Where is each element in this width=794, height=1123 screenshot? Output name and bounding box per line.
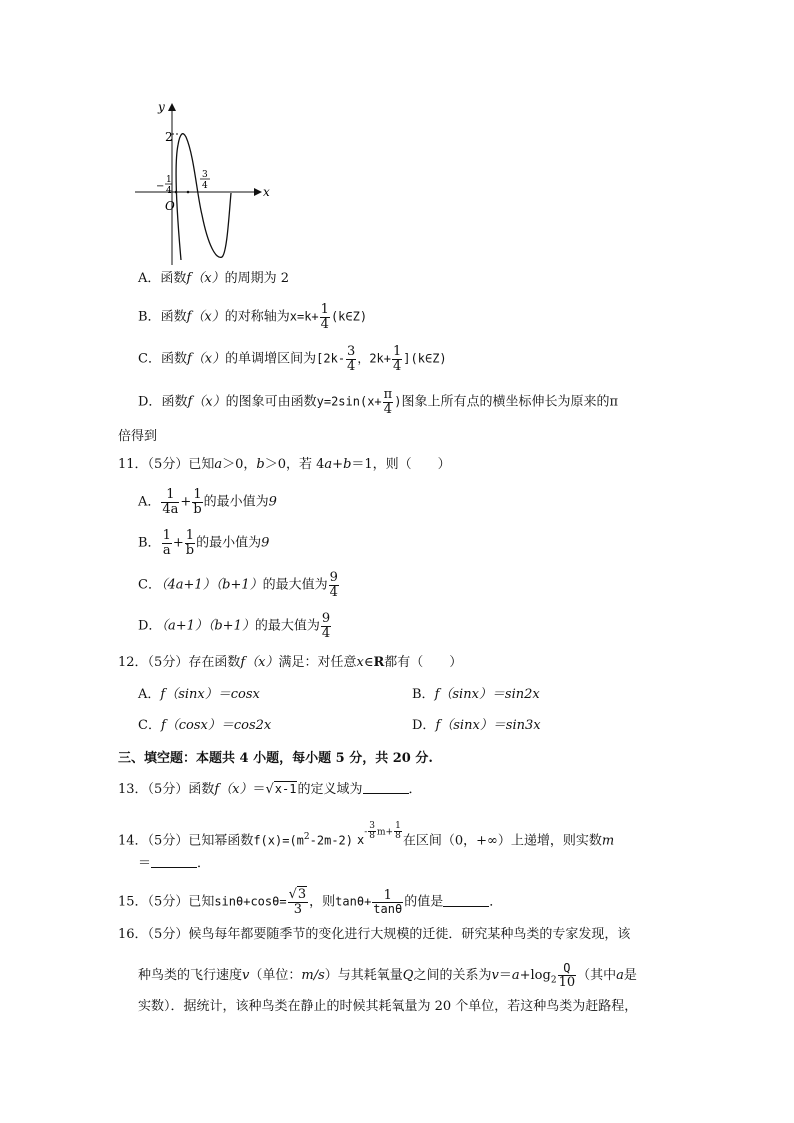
fraction-num: 1 [320, 302, 329, 317]
var-Q: Q [402, 968, 414, 984]
peak-label: 2 [165, 130, 173, 144]
function-name: f（x） [186, 309, 225, 325]
fraction [394, 822, 402, 842]
stem-text: 满足：对任意 [278, 655, 357, 670]
option-text: 函数 [161, 394, 188, 410]
x-axis-arrow-icon [254, 188, 262, 196]
left-tick-sign: − [156, 181, 165, 192]
plus-sign: + [180, 494, 192, 510]
fraction [185, 529, 195, 557]
var-x: x [356, 655, 364, 670]
function-name: f（x） [214, 782, 253, 797]
fraction-num: Q [558, 962, 577, 976]
fraction [288, 888, 309, 916]
fraction [383, 388, 394, 416]
fraction [329, 571, 339, 599]
var-b: b [343, 457, 352, 472]
answer-blank[interactable] [443, 894, 489, 907]
fraction-den: 8 [369, 831, 376, 842]
formula: y=2sin(x+ [316, 394, 382, 409]
section-3-title: 三、填空题：本题共 4 小题，每小题 5 分，共 20 分. [118, 751, 433, 766]
plus-sign: + [172, 535, 184, 551]
fraction-num: π [383, 387, 393, 402]
right-tick-den: 4 [202, 181, 208, 191]
formula: ) [394, 394, 402, 409]
option-text: 函数 [160, 309, 187, 325]
option-text: f（sinx）＝sin3x [435, 718, 541, 733]
log-base: 2 [550, 975, 557, 986]
stem-text: 15．（5分）已知 [118, 894, 215, 910]
stem-text: （其中 [577, 968, 617, 984]
option-letter: A． [138, 494, 161, 510]
fraction-den: tanθ [373, 902, 403, 917]
formula: tanθ+ [335, 894, 372, 909]
option-text: 函数 [160, 271, 187, 286]
stem-text: ＞0， [222, 457, 257, 472]
formula: f(x)=(m [253, 833, 304, 848]
radicand: x-1 [274, 782, 297, 796]
q10-option-c[interactable] [138, 345, 447, 373]
function-name: f（x） [186, 271, 225, 286]
option-text: f（cosx）＝cos2x [160, 718, 272, 733]
fraction-num: 1 [395, 821, 401, 831]
formula: ](k∈Z) [403, 351, 447, 366]
answer-blank[interactable] [363, 781, 409, 794]
option-text: 的对称轴为 [224, 309, 290, 325]
stem-text: （单位： [249, 968, 302, 984]
q11-option-a[interactable] [138, 488, 277, 516]
left-tick-num: 1 [166, 175, 172, 185]
fraction-den: 10 [558, 974, 576, 990]
fraction-den: 4 [383, 401, 393, 417]
stem-text: 种鸟类的飞行速度 [138, 968, 243, 984]
answer-blank[interactable] [151, 855, 197, 868]
axis-x-label: x [263, 185, 270, 199]
formula: -2m-2) [309, 833, 353, 848]
option-text: 的最大值为 [262, 577, 328, 593]
fraction-den: 3 [293, 901, 302, 917]
origin-label: O [165, 199, 175, 213]
fraction-num: 1 [372, 889, 403, 904]
fraction-num: 1 [393, 344, 402, 359]
option-text: 的周期为 2 [224, 271, 289, 286]
fraction-den: b [185, 542, 195, 558]
fraction-num: 1 [162, 528, 171, 543]
q16-line1: 16．（5分）候鸟每年都要随季节的变化进行大规模的迁徙．研究某种鸟类的专家发现，该 [118, 927, 631, 942]
option-text: 函数 [160, 351, 187, 367]
function-name: f（x） [187, 394, 226, 410]
fraction-num: 9 [329, 570, 338, 585]
formula: (k∈Z) [330, 309, 368, 324]
fraction [192, 488, 202, 516]
fraction-den: 4 [320, 316, 329, 332]
fraction [346, 345, 356, 373]
option-text: 图象上所有点的横坐标伸长为原来的 [401, 394, 610, 410]
q12-option-c[interactable] [138, 719, 271, 732]
fraction [161, 488, 179, 516]
stem-text: ＝ [252, 782, 266, 797]
pi-symbol: π [609, 394, 618, 410]
set-R: R [373, 655, 385, 670]
var-m: m [601, 833, 615, 849]
superscript: 2 [303, 832, 310, 843]
formula: +log [519, 968, 551, 984]
fraction-den: 8 [395, 831, 401, 842]
y-axis-arrow-icon [168, 103, 176, 111]
exp-text: m+ [377, 827, 394, 838]
q11-stem [118, 458, 451, 471]
stem-text: ＞0，若 4 [264, 457, 325, 472]
var-a: a [616, 968, 624, 984]
fraction-den: 4 [347, 358, 356, 374]
option-letter: B． [412, 687, 435, 702]
stem-text: 都有（ ） [384, 655, 463, 670]
q12-stem [118, 656, 462, 669]
fraction-num: 1 [185, 528, 195, 543]
formula: x=k+ [289, 309, 319, 324]
stem-text: 的定义域为 [297, 782, 363, 797]
fraction [392, 345, 402, 373]
unit: m/s [301, 968, 325, 984]
stem-text: 11．（5分）已知 [118, 457, 215, 472]
q10-option-d-continued: 倍得到 [118, 429, 158, 444]
fraction [320, 303, 330, 331]
option-letter: A． [138, 687, 161, 702]
fraction-den: a [162, 542, 171, 558]
option-text: 的最小值为 [203, 494, 269, 510]
fraction-den: 4 [321, 625, 331, 641]
var-a: a [214, 457, 223, 472]
stem-text: ）与其耗氧量 [324, 968, 403, 984]
q12-option-d[interactable] [412, 719, 541, 732]
fraction-num: 1 [161, 488, 179, 503]
option-letter: D． [138, 394, 162, 410]
var-b: b [256, 457, 265, 472]
option-text: 的最大值为 [254, 618, 320, 634]
fraction-den: 4 [329, 584, 338, 600]
fraction-den: 4 [393, 358, 402, 374]
stem-text: ，则 [309, 894, 336, 910]
option-letter: A． [138, 271, 161, 286]
stem-text: ＝ [138, 856, 152, 871]
fraction [368, 822, 376, 842]
sqrt-icon: √ [265, 782, 274, 797]
function-graph [130, 95, 280, 265]
right-tick-num: 3 [202, 170, 208, 180]
option-text: f（sinx）＝cosx [160, 687, 260, 702]
fraction-num: 3 [369, 821, 376, 831]
q16-line2 [138, 962, 637, 989]
function-name: f（x） [186, 351, 226, 367]
option-value: 9 [261, 535, 270, 551]
fraction-num: 3 [347, 344, 356, 359]
q14-line2 [138, 855, 210, 870]
stem-text: 是 [623, 968, 637, 984]
stem-text: 12．（5分）存在函数 [118, 655, 241, 670]
option-value: 9 [268, 494, 277, 510]
q10-option-d[interactable] [138, 388, 618, 416]
stem-text: 之间的关系为 [413, 968, 492, 984]
option-text: 的单调增区间为 [225, 351, 317, 367]
radicand: 3 [297, 887, 307, 902]
formula: x [357, 833, 365, 848]
left-tick-den: 4 [166, 186, 172, 196]
option-text: 的最小值为 [196, 535, 262, 551]
stem-text: ． [489, 894, 503, 910]
exp-minus: - [364, 827, 368, 838]
q12-option-a[interactable] [138, 688, 260, 701]
formula: （a+1）（b+1） [161, 618, 255, 634]
option-letter: D． [138, 618, 162, 634]
formula: ，2k+ [357, 351, 392, 366]
var-v: v [491, 968, 499, 984]
stem-text: 在区间（0，+∞）上递增，则实数 [402, 833, 602, 849]
fraction [162, 529, 172, 557]
option-text: f（sinx）＝sin2x [434, 687, 540, 702]
stem-text: 的值是 [404, 894, 444, 910]
q11-option-c[interactable] [138, 571, 340, 599]
exponent [364, 822, 403, 842]
stem-text: ∈ [363, 655, 374, 670]
stem-text: ． [197, 856, 211, 871]
formula: sinθ+cosθ= [214, 894, 287, 909]
fraction [372, 889, 403, 916]
fraction-num: 9 [321, 611, 331, 626]
var-a: a [511, 968, 520, 984]
option-letter: C． [138, 718, 161, 733]
formula: （4a+1）（b+1） [160, 577, 263, 593]
q12-option-b[interactable] [412, 688, 540, 701]
fraction [321, 612, 331, 640]
fraction-num: 1 [193, 487, 202, 502]
fraction [558, 962, 577, 989]
stem-text: 14．（5分）已知幂函数 [118, 833, 254, 849]
option-text: 的图象可由函数 [225, 394, 317, 410]
option-letter: D． [412, 718, 436, 733]
mid-tick-dot [187, 191, 190, 194]
q15 [118, 888, 502, 916]
option-letter: B． [138, 535, 161, 551]
q14-line1 [118, 822, 614, 847]
q16-line3: 实数）．据统计，该种鸟类在静止的时候其耗氧量为 20 个单位，若这种鸟类为赶路程， [138, 999, 638, 1014]
formula: [2k- [316, 351, 346, 366]
q11-option-b[interactable] [138, 529, 269, 557]
sine-curve [176, 134, 231, 260]
q11-option-d[interactable] [138, 612, 332, 640]
fraction-num: √3 [288, 887, 307, 902]
var-a: a [324, 457, 333, 472]
stem-text: + [332, 457, 344, 472]
var-v: v [242, 968, 250, 984]
q13 [118, 781, 422, 796]
fraction-den: 4a [162, 501, 179, 517]
stem-text: 13．（5分）函数 [118, 782, 215, 797]
left-tick-dot [175, 191, 178, 194]
function-name: f（x） [240, 655, 279, 670]
stem-text: ＝ [498, 968, 512, 984]
stem-text: ＝1，则（ ） [351, 457, 451, 472]
option-letter: C． [138, 577, 161, 593]
axis-y-label: y [158, 100, 165, 114]
q10-option-a[interactable] [138, 272, 289, 285]
fraction-den: b [193, 501, 202, 517]
q10-option-b[interactable] [138, 303, 367, 331]
option-letter: C． [138, 351, 161, 367]
option-letter: B． [138, 309, 161, 325]
stem-text: ． [408, 782, 422, 797]
